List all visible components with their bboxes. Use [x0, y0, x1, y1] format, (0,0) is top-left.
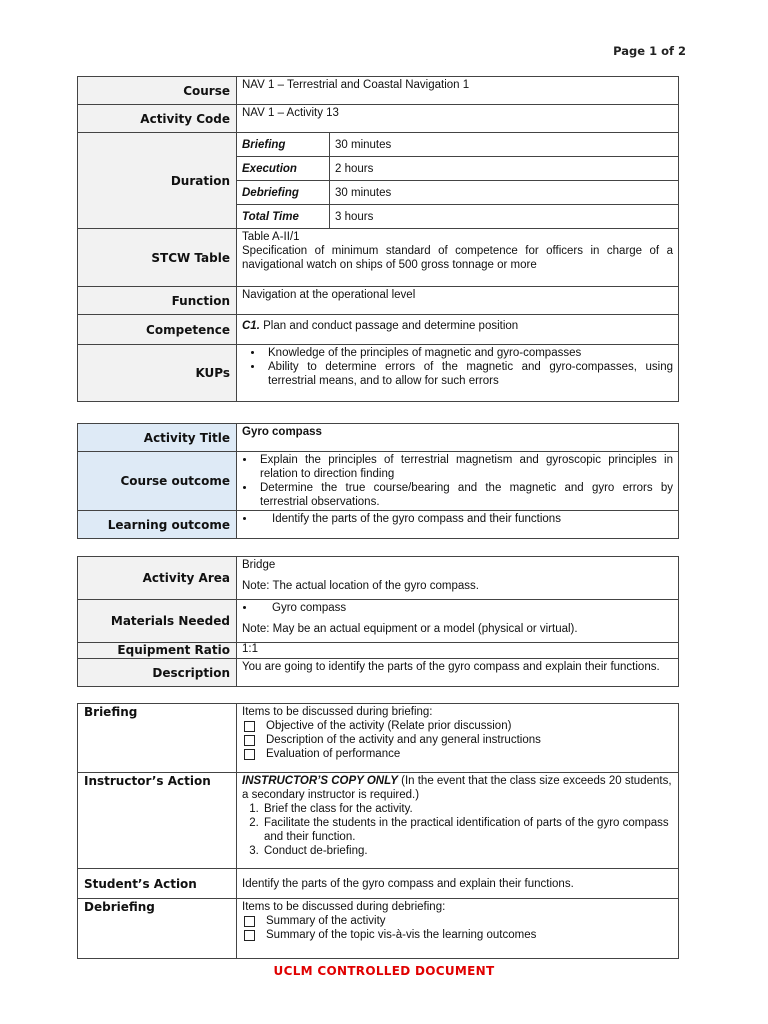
course-outcome-label: Course outcome [78, 452, 237, 511]
briefing-intro: Items to be discussed during briefing: [242, 706, 433, 718]
learning-outcome-label: Learning outcome [78, 511, 237, 539]
duration-value: 30 minutes [330, 133, 679, 157]
equipment-ratio-value: 1:1 [237, 643, 679, 659]
list-item: Evaluation of performance [242, 747, 673, 761]
list-item: • Gyro compass [256, 601, 673, 615]
instructor-note: INSTRUCTOR’S COPY ONLY (In the event that the class size exceeds 20 students, a secondary instructor is required.) [242, 775, 672, 801]
equipment-ratio-label: Equipment Ratio [78, 643, 237, 659]
controlled-document-footer: UCLM CONTROLLED DOCUMENT [273, 964, 495, 978]
debriefing-cell [237, 899, 679, 959]
competence-cell [237, 315, 679, 345]
course-label: Course [78, 77, 237, 105]
list-item: Objective of the activity (Relate prior discussion) [242, 719, 673, 733]
course-outcome-list [242, 453, 673, 509]
briefing-label: Briefing [78, 704, 237, 773]
duration-key: Total Time [237, 205, 330, 229]
briefing-cell [237, 704, 679, 773]
activity-area-value: Bridge [242, 559, 276, 571]
kups-label: KUPs [78, 345, 237, 402]
course-outcome-cell [237, 452, 679, 511]
activity-area-note: Note: The actual location of the gyro compass. [242, 580, 479, 592]
page-number: Page 1 of 2 [613, 44, 686, 58]
list-item: 3. Conduct de-briefing. [262, 844, 673, 858]
learning-outcome-cell [237, 511, 679, 539]
duration-label: Duration [78, 133, 237, 229]
instructor-steps [238, 802, 673, 858]
activity-code-label: Activity Code [78, 105, 237, 133]
kups-cell [237, 345, 679, 402]
duration-key: Briefing [237, 133, 330, 157]
competence-label: Competence [78, 315, 237, 345]
materials-label: Materials Needed [78, 600, 237, 643]
activity-area-label: Activity Area [78, 557, 237, 600]
duration-table [237, 133, 678, 228]
duration-row [237, 181, 678, 205]
checkbox-icon [244, 735, 255, 746]
materials-list [242, 601, 673, 615]
list-item: • Knowledge of the principles of magnetic and gyro-compasses [264, 346, 673, 360]
list-item: Summary of the topic vis-à-vis the learning outcomes [242, 928, 673, 942]
duration-key: Debriefing [237, 181, 330, 205]
stcw-specification: Specification of minimum standard of competence for officers in charge of a navigational watch on ships of 500 gross tonnage or more [242, 245, 673, 271]
debriefing-intro: Items to be discussed during debriefing: [242, 901, 446, 913]
duration-value: 2 hours [330, 157, 679, 181]
duration-key: Execution [237, 157, 330, 181]
competence-code: C1. [242, 320, 260, 332]
competence-value: Plan and conduct passage and determine position [259, 320, 519, 332]
checkbox-icon [244, 930, 255, 941]
duration-row [237, 205, 678, 229]
duration-cell [237, 133, 679, 229]
learning-outcome-list [242, 512, 673, 526]
description-label: Description [78, 659, 237, 687]
list-item: 2. Facilitate the students in the practical identification of parts of the gyro compass and their function. [262, 816, 673, 844]
duration-value: 30 minutes [330, 181, 679, 205]
kups-list [242, 346, 673, 388]
list-item: 1. Brief the class for the activity. [262, 802, 673, 816]
list-item: • Determine the true course/bearing and the magnetic and gyro errors by terrestrial observations. [256, 481, 673, 509]
checkbox-icon [244, 916, 255, 927]
checkbox-icon [244, 749, 255, 760]
activity-area-cell [237, 557, 679, 600]
activity-area-table [77, 556, 679, 687]
list-item: • Explain the principles of terrestrial magnetism and gyroscopic principles in relation to direction finding [256, 453, 673, 481]
checkbox-icon [244, 721, 255, 732]
list-item: • Ability to determine errors of the magnetic and gyro-compasses, using terrestrial means, and to allow for such errors [264, 360, 673, 388]
stcw-table-ref: Table A-II/1 [242, 231, 300, 243]
duration-row [237, 133, 678, 157]
debriefing-label: Debriefing [78, 899, 237, 959]
materials-cell [237, 600, 679, 643]
course-value: NAV 1 – Terrestrial and Coastal Navigation 1 [237, 77, 679, 105]
instructor-copy-label: INSTRUCTOR’S COPY ONLY [242, 775, 398, 787]
activity-title-value: Gyro compass [237, 424, 679, 452]
course-info-table [77, 76, 679, 402]
student-action-value: Identify the parts of the gyro compass and explain their functions. [237, 869, 679, 899]
activity-title-label: Activity Title [78, 424, 237, 452]
function-label: Function [78, 287, 237, 315]
materials-note: Note: May be an actual equipment or a model (physical or virtual). [242, 623, 578, 635]
duration-row [237, 157, 678, 181]
duration-value: 3 hours [335, 210, 374, 223]
description-value: You are going to identify the parts of the gyro compass and explain their functions. [237, 659, 679, 687]
list-item: Description of the activity and any general instructions [242, 733, 673, 747]
stcw-cell [237, 229, 679, 287]
stcw-label: STCW Table [78, 229, 237, 287]
instructor-action-label: Instructor’s Action [78, 773, 237, 869]
list-item: Summary of the activity [242, 914, 673, 928]
list-item: • Identify the parts of the gyro compass and their functions [256, 512, 673, 526]
function-value: Navigation at the operational level [237, 287, 679, 315]
instructor-action-cell [237, 773, 679, 869]
activity-table [77, 423, 679, 539]
student-action-label: Student’s Action [78, 869, 237, 899]
activity-code-value: NAV 1 – Activity 13 [237, 105, 679, 133]
procedure-table [77, 703, 679, 959]
